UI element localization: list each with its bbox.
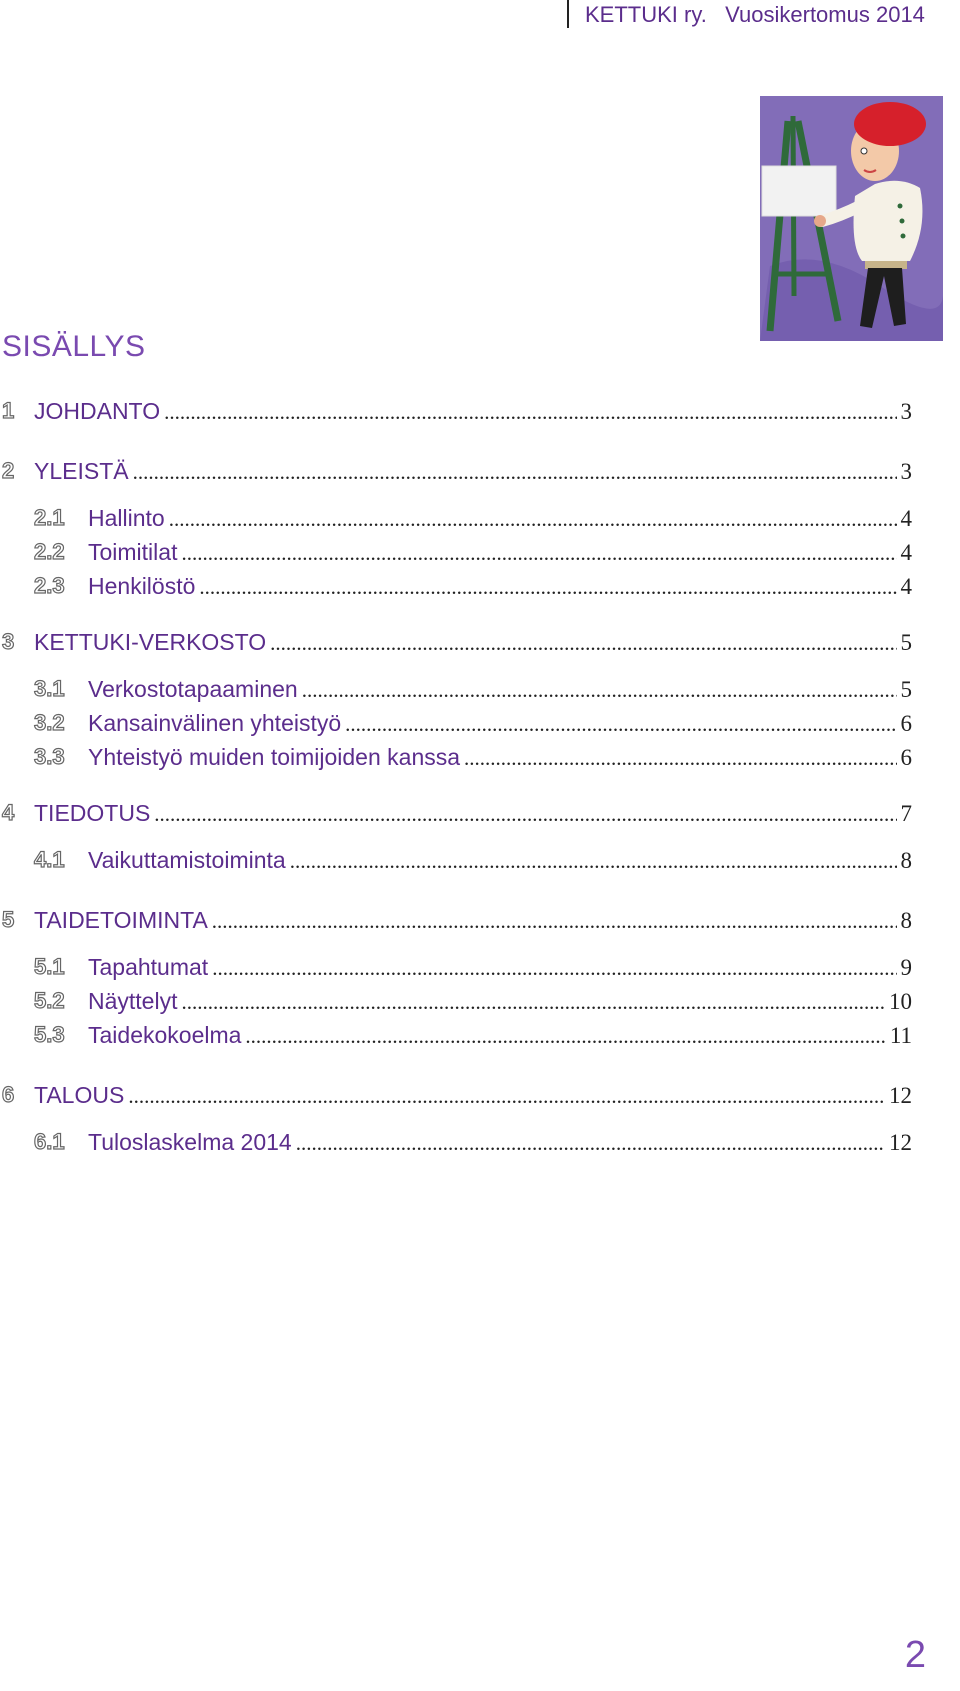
toc-entry-page: 4 xyxy=(900,506,912,531)
toc-entry-page: 7 xyxy=(900,801,912,826)
toc-entry-number: 2 xyxy=(2,458,15,483)
toc-entry[interactable] xyxy=(0,907,912,937)
dot-leader xyxy=(302,678,897,703)
toc-entry-label: TIEDOTUS xyxy=(34,800,151,826)
dot-leader xyxy=(128,1084,885,1109)
toc-entry-page: 11 xyxy=(889,1023,912,1048)
toc-entry-label: JOHDANTO xyxy=(34,398,161,424)
toc-entry-label: KETTUKI-VERKOSTO xyxy=(34,629,267,655)
toc-entry[interactable] xyxy=(0,629,912,659)
toc-entry-page: 5 xyxy=(900,630,912,655)
toc-entry-number: 4 xyxy=(2,800,15,825)
toc-entry-page: 10 xyxy=(889,989,912,1014)
dot-leader xyxy=(181,990,885,1015)
toc-entry-page: 5 xyxy=(900,677,912,702)
toc-entry[interactable] xyxy=(0,458,912,488)
toc-entry-number: 2.1 xyxy=(34,505,65,530)
toc-entry[interactable] xyxy=(0,398,912,428)
dot-leader xyxy=(270,631,896,656)
toc-entry-page: 4 xyxy=(900,574,912,599)
toc-entry-number: 2.3 xyxy=(34,573,65,598)
toc-entry-label: Näyttelyt xyxy=(88,988,178,1014)
toc-entry-page: 12 xyxy=(889,1083,912,1108)
toc-entry-label: TALOUS xyxy=(34,1082,125,1108)
toc-entry-number: 4.1 xyxy=(34,847,65,872)
toc-entry-number: 2.2 xyxy=(34,539,65,564)
toc-entry-number: 3.1 xyxy=(34,676,65,701)
toc-entry-label: Verkostotapaaminen xyxy=(88,676,298,702)
toc-entry-number: 6.1 xyxy=(34,1129,65,1154)
toc-entry[interactable] xyxy=(0,744,912,774)
toc-entry-page: 8 xyxy=(900,848,912,873)
toc-entry-number: 6 xyxy=(2,1082,15,1107)
toc-entry[interactable] xyxy=(0,539,912,569)
dot-leader xyxy=(245,1024,885,1049)
toc-entry-label: Vaikuttamistoiminta xyxy=(88,847,286,873)
toc-entry-label: Yhteistyö muiden toimijoiden kanssa xyxy=(88,744,461,770)
toc-entry-label: YLEISTÄ xyxy=(34,458,129,484)
dot-leader xyxy=(154,802,896,827)
toc-entry-label: TAIDETOIMINTA xyxy=(34,907,208,933)
toc-entry-number: 5 xyxy=(2,907,15,932)
running-header xyxy=(585,2,925,28)
toc-entry[interactable] xyxy=(0,1022,912,1052)
toc-title: SISÄLLYS xyxy=(2,330,146,363)
toc-entry-number: 1 xyxy=(2,398,15,423)
dot-leader xyxy=(290,849,897,874)
toc-entry-label: Henkilöstö xyxy=(88,573,196,599)
dot-leader xyxy=(212,909,897,934)
toc-entry[interactable] xyxy=(0,573,912,603)
toc-entry[interactable] xyxy=(0,505,912,535)
toc-entry[interactable] xyxy=(0,988,912,1018)
toc-entry[interactable] xyxy=(0,954,912,984)
toc-entry-number: 3.3 xyxy=(34,744,65,769)
toc-entry-page: 3 xyxy=(900,399,912,424)
toc-entry[interactable] xyxy=(0,676,912,706)
toc-entry[interactable] xyxy=(0,1082,912,1112)
toc-entry-label: Taidekokoelma xyxy=(88,1022,242,1048)
toc-entry-page: 6 xyxy=(900,745,912,770)
toc-entry-page: 12 xyxy=(889,1130,912,1155)
toc-entry[interactable] xyxy=(0,847,912,877)
toc-entry-number: 5.2 xyxy=(34,988,65,1013)
dot-leader xyxy=(199,575,896,600)
header-org: KETTUKI ry. xyxy=(585,2,707,27)
painter-illustration xyxy=(760,96,943,341)
dot-leader xyxy=(345,712,896,737)
dot-leader xyxy=(133,460,897,485)
toc-entry-label: Tapahtumat xyxy=(88,954,209,980)
toc-entry-label: Tuloslaskelma 2014 xyxy=(88,1129,292,1155)
toc-entry-label: Toimitilat xyxy=(88,539,178,565)
toc-entry-page: 3 xyxy=(900,459,912,484)
toc-entry-number: 5.3 xyxy=(34,1022,65,1047)
toc-entry-label: Hallinto xyxy=(88,505,165,531)
toc-entry[interactable] xyxy=(0,800,912,830)
toc-entry[interactable] xyxy=(0,1129,912,1159)
toc-entry-number: 3 xyxy=(2,629,15,654)
toc-entry-page: 9 xyxy=(900,955,912,980)
toc-entry-number: 3.2 xyxy=(34,710,65,735)
toc-entry-number: 5.1 xyxy=(34,954,65,979)
header-report: Vuosikertomus 2014 xyxy=(725,2,925,27)
toc-entry-page: 4 xyxy=(900,540,912,565)
dot-leader xyxy=(296,1131,885,1156)
dot-leader xyxy=(164,400,896,425)
dot-leader xyxy=(212,956,896,981)
dot-leader xyxy=(464,746,896,771)
header-divider xyxy=(567,0,569,28)
toc-entry[interactable] xyxy=(0,710,912,740)
page-number: 2 xyxy=(904,1634,926,1676)
dot-leader xyxy=(169,507,897,532)
dot-leader xyxy=(181,541,896,566)
toc-entry-label: Kansainvälinen yhteistyö xyxy=(88,710,342,736)
toc-entry-page: 6 xyxy=(900,711,912,736)
toc-entry-page: 8 xyxy=(900,908,912,933)
